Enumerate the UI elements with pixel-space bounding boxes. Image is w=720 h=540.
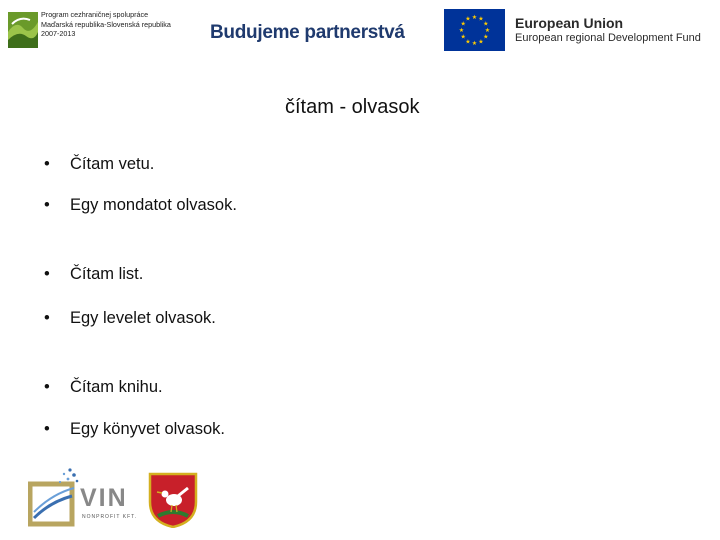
- bullet-icon: •: [44, 309, 50, 327]
- coat-of-arms-icon: [148, 472, 198, 528]
- eu-star-icon: ★: [458, 27, 465, 34]
- program-logo-icon: [8, 12, 38, 48]
- bullet-icon: •: [44, 265, 50, 283]
- list-item: [44, 196, 237, 215]
- eu-subtitle: European regional Development Fund: [515, 32, 701, 44]
- eu-title: European Union: [515, 15, 624, 31]
- eu-star-icon: ★: [465, 38, 471, 46]
- list-item-text: Čítam vetu.: [70, 155, 155, 173]
- eu-star-icon: ★: [483, 33, 489, 41]
- program-logo: [8, 10, 198, 54]
- program-logo-text: [41, 10, 171, 39]
- list-item-text: Čítam list.: [70, 265, 144, 283]
- eu-star-icon: ★: [471, 14, 478, 21]
- bullet-icon: •: [44, 378, 50, 396]
- eu-flag-icon: [444, 9, 505, 51]
- list-item-text: Čítam knihu.: [70, 378, 163, 396]
- header-bar: [0, 0, 720, 60]
- list-item: [44, 309, 216, 328]
- vin-logo-subtext: NONPROFIT KFT.: [82, 514, 138, 520]
- list-item: [44, 420, 225, 439]
- eu-star-icon: ★: [483, 20, 489, 28]
- bullet-icon: •: [44, 155, 50, 173]
- bullet-icon: •: [44, 420, 50, 438]
- list-item-text: Egy levelet olvasok.: [70, 309, 216, 327]
- eu-star-icon: ★: [460, 20, 466, 28]
- vin-logo-text: VIN: [80, 484, 128, 512]
- eu-star-icon: ★: [460, 33, 466, 41]
- eu-star-icon: ★: [484, 27, 491, 34]
- vin-logo: [28, 466, 140, 528]
- list-item: [44, 155, 154, 174]
- list-item-text: Egy mondatot olvasok.: [70, 196, 237, 214]
- list-item: [44, 265, 143, 284]
- eu-star-icon: ★: [478, 38, 484, 46]
- list-item-text: Egy könyvet olvasok.: [70, 420, 225, 438]
- partner-title: Budujeme partnerstvá: [210, 22, 405, 43]
- program-logo-line-1: Program cezhraničnej spolupráce: [41, 10, 149, 19]
- bullet-icon: •: [44, 196, 50, 214]
- eu-star-icon: ★: [478, 15, 484, 23]
- eu-star-icon: ★: [465, 15, 471, 23]
- program-logo-line-3: 2007-2013: [41, 29, 76, 39]
- eu-label: [515, 14, 701, 45]
- slide-title: čítam - olvasok: [285, 96, 420, 118]
- program-logo-line-2: Maďarská republika-Slovenská republika: [41, 19, 171, 29]
- eu-star-icon: ★: [471, 40, 478, 47]
- list-item: [44, 378, 163, 397]
